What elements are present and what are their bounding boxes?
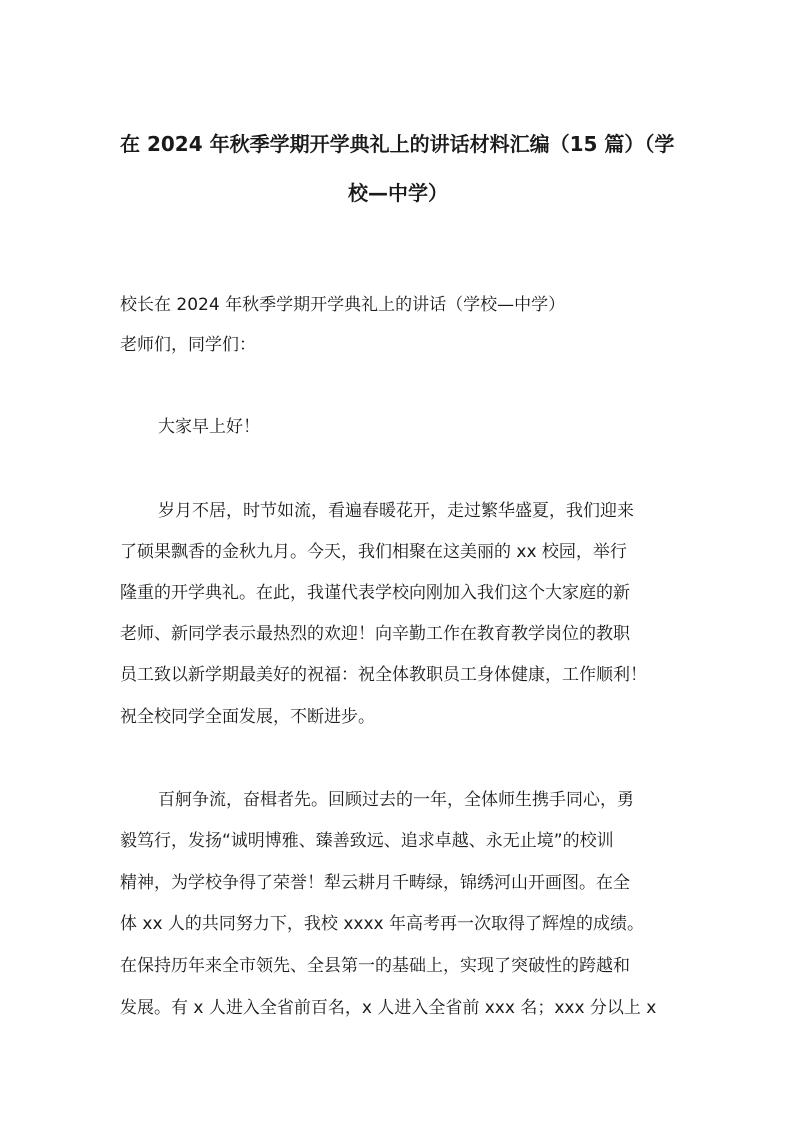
- greeting: 大家早上好！: [158, 417, 260, 437]
- paragraph-2-line-1: 百舸争流，奋楫者先。回顾过去的一年，全体师生携手同心，勇: [158, 790, 634, 810]
- paragraph-1-line-1: 岁月不居，时节如流，看遍春暖花开，走过繁华盛夏，我们迎来: [158, 501, 634, 521]
- document-title-line-2: 校—中学）: [348, 181, 448, 205]
- document-title-line-1: 在 2024 年秋季学期开学典礼上的讲话材料汇编（15 篇）（学: [120, 132, 675, 156]
- paragraph-1-line-3: 隆重的开学典礼。在此，我谨代表学校向刚加入我们这个大家庭的新: [120, 583, 630, 603]
- paragraph-2-line-5: 在保持历年来全市领先、全县第一的基础上，实现了突破性的跨越和: [120, 956, 630, 976]
- paragraph-1-line-6: 祝全校同学全面发展，不断进步。: [120, 707, 375, 727]
- speech-subtitle: 校长在 2024 年秋季学期开学典礼上的讲话（学校—中学）: [120, 295, 566, 315]
- paragraph-2-line-3: 精神，为学校争得了荣誉！犁云耕月千畴绿，锦绣河山开画图。在全: [120, 873, 630, 893]
- paragraph-2-line-2: 毅笃行，发扬“诚明博雅、臻善致远、追求卓越、永无止境”的校训: [120, 831, 614, 851]
- paragraph-1-line-5: 员工致以新学期最美好的祝福：祝全体教职员工身体健康，工作顺利！: [120, 665, 647, 685]
- paragraph-1-line-4: 老师、新同学表示最热烈的欢迎！向辛勤工作在教育教学岗位的教职: [120, 624, 630, 644]
- salutation: 老师们，同学们：: [120, 335, 256, 355]
- paragraph-2-line-4: 体 xx 人的共同努力下，我校 xxxx 年高考再一次取得了辉煌的成绩。: [120, 914, 644, 934]
- paragraph-1-line-2: 了硕果飘香的金秋九月。今天，我们相聚在这美丽的 xx 校园，举行: [120, 542, 627, 562]
- paragraph-2-line-6: 发展。有 x 人进入全省前百名，x 人进入全省前 xxx 名；xxx 分以上 x: [120, 998, 657, 1018]
